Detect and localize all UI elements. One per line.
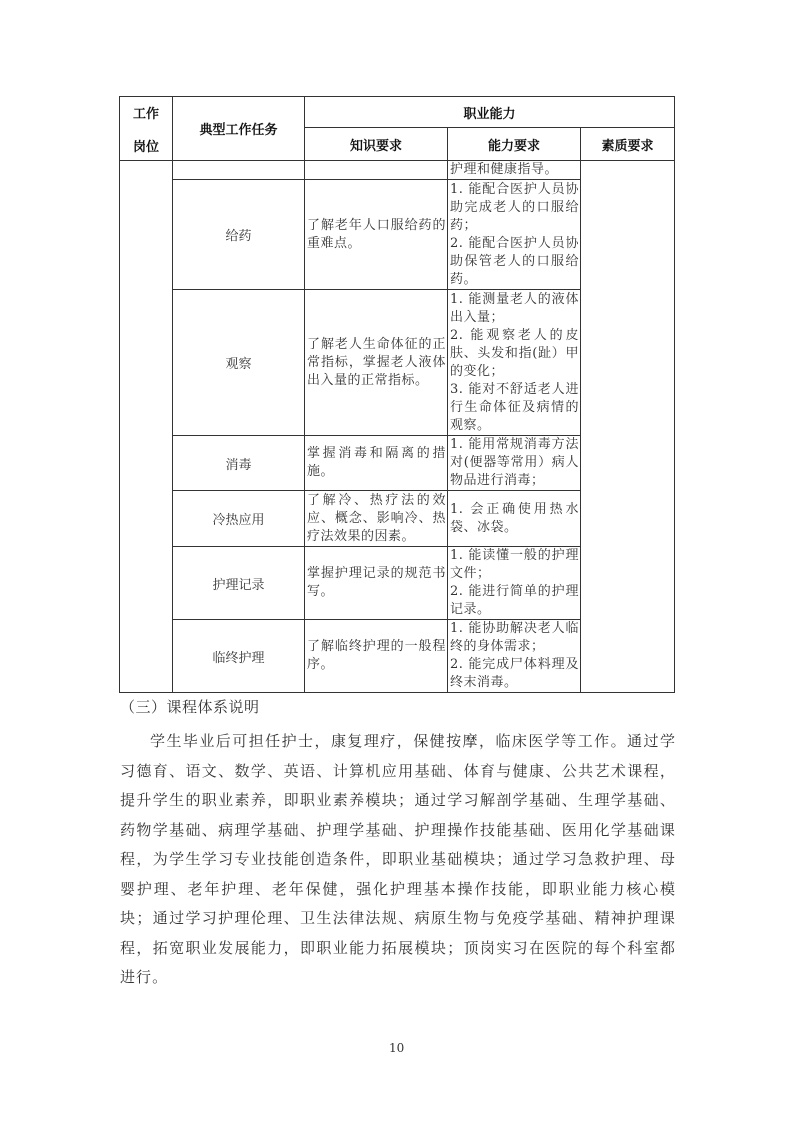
header-post-line2: 岗位 xyxy=(132,139,159,155)
skill-cell xyxy=(448,180,581,290)
skill-cell xyxy=(448,620,581,693)
knowledge-cell: 了解临终护理的一般程序。 xyxy=(305,620,448,693)
skill-line: 1. 会正确使用热水袋、冰袋。 xyxy=(450,501,579,535)
header-post-line1: 工作 xyxy=(132,106,159,122)
post-cell xyxy=(120,161,173,693)
knowledge-cell: 了解老人生命体征的正常指标，掌握老人液体出入量的正常指标。 xyxy=(305,290,448,436)
skill-line: 2. 能观察老人的皮肤、头发和指(趾）甲的变化； xyxy=(450,327,579,379)
skill-cell xyxy=(448,290,581,436)
quality-cell xyxy=(581,161,675,693)
skill-line: 2. 能配合医护人员协助保管老人的口服给药。 xyxy=(450,235,579,287)
header-quality: 素质要求 xyxy=(581,128,675,161)
skill-line: 2. 能完成尸体料理及终末消毒。 xyxy=(450,657,579,690)
task-cell: 护理记录 xyxy=(173,547,305,620)
header-knowledge: 知识要求 xyxy=(305,128,448,161)
skill-cell xyxy=(448,547,581,620)
competency-table xyxy=(119,96,675,693)
skill-cell xyxy=(448,436,581,491)
knowledge-cell: 掌握护理记录的规范书写。 xyxy=(305,547,448,620)
task-cell: 消毒 xyxy=(173,436,305,491)
task-cell xyxy=(173,161,305,180)
skill-line: 1. 能读懂一般的护理文件； xyxy=(450,548,579,581)
task-cell: 给药 xyxy=(173,180,305,290)
skill-line: 2. 能进行简单的护理记录。 xyxy=(450,584,579,617)
knowledge-cell: 掌握消毒和隔离的措施。 xyxy=(305,436,448,491)
knowledge-cell xyxy=(305,161,448,180)
knowledge-cell: 了解老年人口服给药的重难点。 xyxy=(305,180,448,290)
skill-cell xyxy=(448,491,581,547)
header-ability-group: 职业能力 xyxy=(305,97,675,128)
task-cell: 临终护理 xyxy=(173,620,305,693)
body-paragraph: 学生毕业后可担任护士，康复理疗，保健按摩，临床医学等工作。通过学习德育、语文、数学、英语、计算机应用基础、体育与健康、公共艺术课程，提升学生的职业素养，即职业素养模块；通过学习解剖学基础、生理学基础、药物学基础、病理学基础、护理学基础、护理操作技能基础、医用化学基础课程，为学生学习专业技能创造条件，即职业基础模块；通过学习急救护理、母婴护理、老年护理、老年保健，强化护理基本操作技能，即职业能力核心模块；通过学习护理伦理、卫生法律法规、病原生物与免疫学基础、精神护理课程，拓宽职业发展能力，即职业能力拓展模块；顶岗实习在医院的每个科室都进行。 xyxy=(120,732,676,986)
task-cell: 冷热应用 xyxy=(173,491,305,547)
skill-line: 1. 能用常规消毒方法对(便器等常用）病人物品进行消毒； xyxy=(450,437,579,488)
skill-cell xyxy=(448,161,581,180)
task-cell: 观察 xyxy=(173,290,305,436)
header-task: 典型工作任务 xyxy=(173,97,305,161)
skill-line: 1. 能配合医护人员协助完成老人的口服给药； xyxy=(450,181,579,233)
header-post xyxy=(120,97,173,161)
skill-line: 3. 能对不舒适老人进行生命体征及病情的观察。 xyxy=(450,381,579,433)
table-row-continued xyxy=(120,161,675,180)
skill-line: 1. 能测量老人的液体出入量； xyxy=(450,291,579,325)
knowledge-cell: 了解冷、热疗法的效应、概念、影响冷、热疗法效果的因素。 xyxy=(305,491,448,547)
skill-line: 1. 能协助解决老人临终的身体需求； xyxy=(450,621,579,654)
header-skill: 能力要求 xyxy=(448,128,581,161)
section-heading: （三）课程体系说明 xyxy=(120,698,260,716)
skill-line: 护理和健康指导。 xyxy=(450,162,559,177)
page-number: 10 xyxy=(389,1041,405,1055)
